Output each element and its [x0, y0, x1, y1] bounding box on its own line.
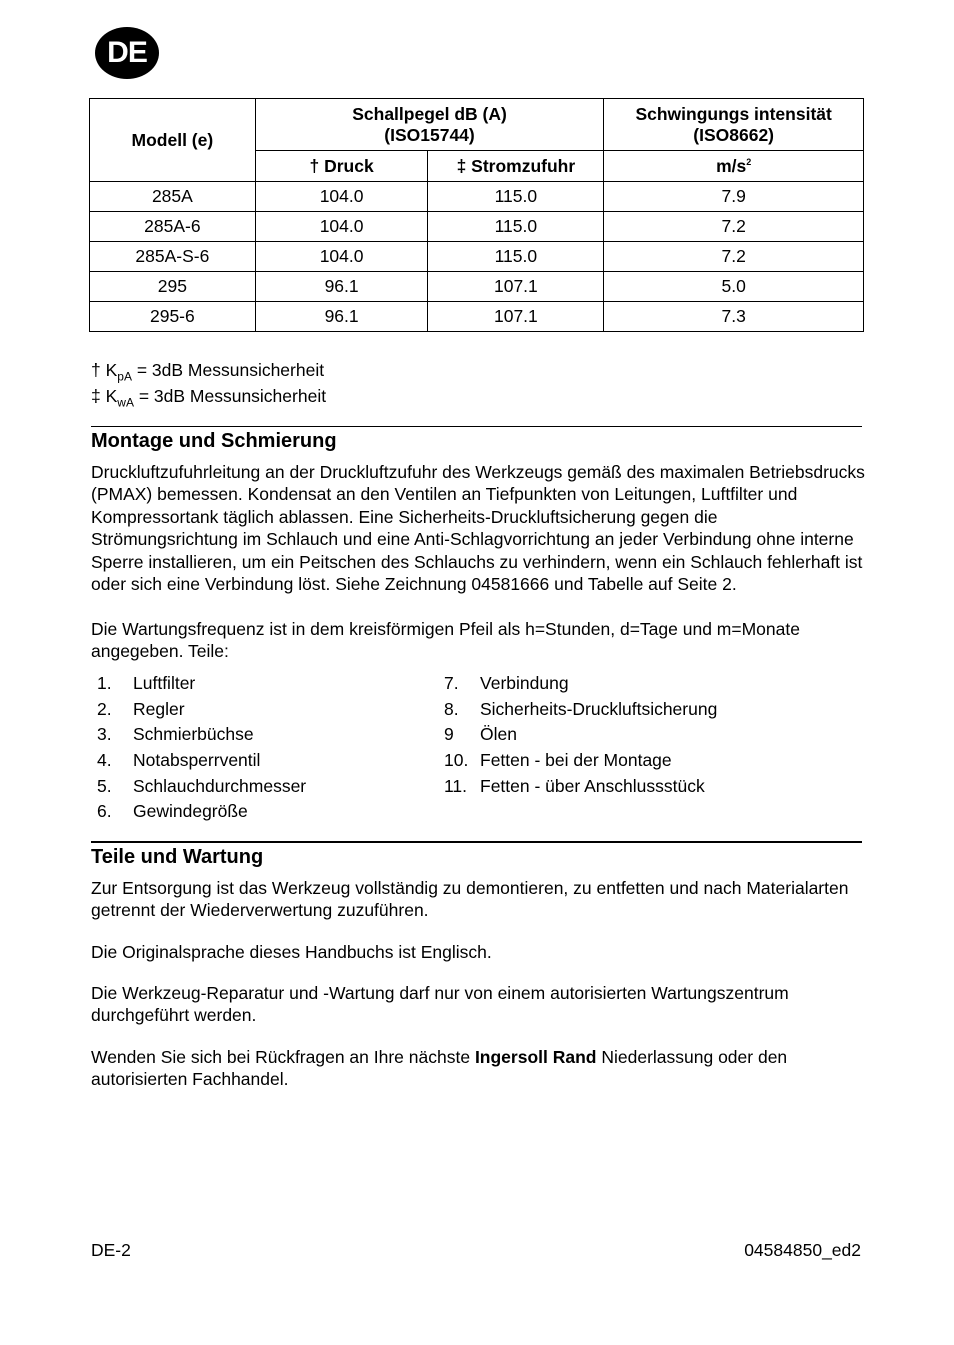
cell-power: 107.1 — [428, 302, 604, 332]
section-divider — [91, 841, 862, 843]
cell-pressure: 96.1 — [255, 302, 428, 332]
list-item: 8. Sicherheits-Druckluftsicherung — [444, 698, 718, 719]
parts-list-right — [444, 671, 717, 799]
uncertainty-note-pressure: † $K_{pA} = 3dB$ Messunsicherheit — [91, 360, 325, 384]
cell-model: 295 — [90, 272, 256, 302]
table-row — [90, 212, 864, 242]
section-title-parts-maintenance: Teile und Wartung — [91, 846, 264, 868]
list-item: 11. Fetten - über Anschlussstück — [444, 775, 705, 796]
list-item: 10. Fetten - bei der Montage — [444, 750, 672, 771]
list-item: 1. Luftfilter — [97, 673, 196, 693]
cell-model: 285A-S-6 — [90, 242, 256, 272]
cell-pressure: 104.0 — [255, 212, 428, 242]
list-item: 2. Regler — [97, 698, 185, 719]
contact-paragraph: Wenden Sie sich bei Rückfragen an Ihre nächste Ingersoll Rand Niederlassung oder den autorisierten Fachhandel. — [91, 1047, 788, 1090]
repair-paragraph: Die Werkzeug-Reparatur und -Wartung darf nur von einem autorisierten Wartungszentrum durchgeführt werden. — [91, 983, 789, 1026]
cell-vibration: 5.0 — [604, 272, 864, 302]
cell-model: 295-6 — [90, 302, 256, 332]
sound-vibration-table — [89, 98, 864, 332]
header-model: Modell (e) — [90, 99, 256, 182]
table-row — [90, 272, 864, 302]
cell-vibration: 7.9 — [604, 182, 864, 212]
list-item: 3. Schmierbüchse — [97, 724, 254, 745]
table-row — [90, 242, 864, 272]
list-item: 7. Verbindung — [444, 673, 569, 693]
cell-vibration: 7.3 — [604, 302, 864, 332]
parts-list-left — [97, 671, 306, 825]
section-title-assembly: Montage und Schmierung — [91, 430, 337, 452]
header-unit: $m/s^2$ — [604, 151, 864, 182]
cell-pressure: 104.0 — [255, 242, 428, 272]
original-language-paragraph: Die Originalsprache dieses Handbuchs ist Englisch. — [91, 942, 492, 962]
cell-vibration: 7.2 — [604, 242, 864, 272]
header-power: ‡ Stromzufuhr — [428, 151, 604, 182]
table-row — [90, 182, 864, 212]
document-number: 04584850_ed2 — [744, 1240, 861, 1260]
cell-pressure: 96.1 — [255, 272, 428, 302]
cell-pressure: 104.0 — [255, 182, 428, 212]
maintenance-frequency-paragraph: Die Wartungsfrequenz ist in dem kreisförmigen Pfeil als h=Stunden, d=Tage und m=Monate angegeben. Teile: — [91, 619, 800, 662]
list-item: 6. Gewindegröße — [97, 801, 248, 822]
disposal-paragraph: Zur Entsorgung ist das Werkzeug vollständig zu demontieren, zu entfetten und nach Materialarten getrennt der Wiederverwertung zuzuführen. — [91, 878, 849, 921]
cell-power: 115.0 — [428, 182, 604, 212]
list-item: 9 Ölen — [444, 724, 517, 745]
cell-model: 285A — [90, 182, 256, 212]
cell-power: 107.1 — [428, 272, 604, 302]
language-badge: DE — [95, 27, 159, 79]
list-item: 4. Notabsperrventil — [97, 750, 261, 771]
assembly-paragraph: Druckluftzufuhrleitung an der Druckluftzufuhr des Werkzeugs gemäß des maximalen Betriebsdrucks (PMAX) bemessen. Kondensat an den Ventilen an Tiefpunkten von Leitungen, Luftfilter und Kompressortank täglich ablassen. Eine Sicherheits-Druckluftsicherung gegen die Strömungsrichtung im Schlauch und eine Anti-Schlagvorrichtung an jeder Verbindung ohne interne Sperre installieren, um ein Peitschen des Schlauchs zu verhindern, wenn ein Schlauch fehlerhaft ist oder sich eine Verbindung löst. Siehe Zeichnung 04581666 und Tabelle auf Seite 2. — [91, 462, 865, 595]
page-number: DE-2 — [91, 1240, 131, 1260]
cell-power: 115.0 — [428, 242, 604, 272]
cell-model: 285A-6 — [90, 212, 256, 242]
section-divider — [91, 426, 862, 427]
table-row — [90, 302, 864, 332]
list-item: 5. Schlauchdurchmesser — [97, 775, 307, 796]
header-pressure: † Druck — [255, 151, 428, 182]
cell-power: 115.0 — [428, 212, 604, 242]
cell-vibration: 7.2 — [604, 212, 864, 242]
header-sound-level: Schallpegel dB (A) (ISO15744) — [255, 99, 604, 151]
uncertainty-note-power: ‡ $K_{wA} = 3dB$ Messunsicherheit — [91, 386, 327, 410]
brand-name: Ingersoll Rand — [474, 1047, 597, 1067]
header-vibration: Schwingungs intensität (ISO8662) — [604, 99, 864, 151]
